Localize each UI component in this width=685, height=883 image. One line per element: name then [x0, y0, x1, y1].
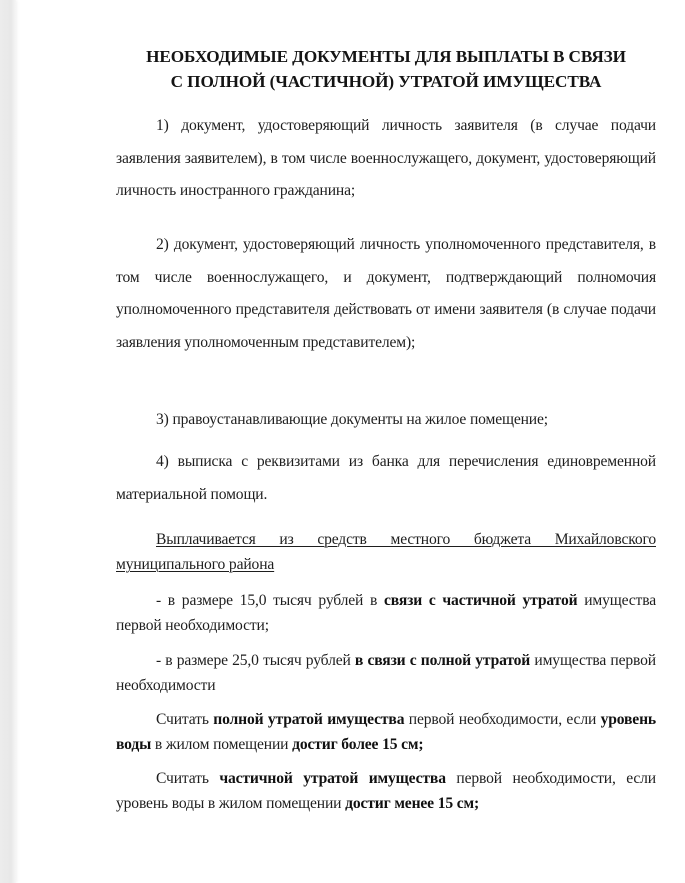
list-item-number: 1): [156, 117, 169, 134]
criterion-text: Считать: [156, 711, 214, 728]
list-item-4: [116, 446, 656, 511]
criterion-full-loss: [116, 707, 656, 757]
payment-emphasis: связи с частичной утратой: [384, 592, 578, 609]
payment-emphasis: в связи с полной утратой: [354, 652, 531, 669]
criterion-text: первой необходимости, если: [404, 711, 601, 728]
criterion-text: Считать: [156, 770, 220, 787]
title-line-2: С ПОЛНОЙ (ЧАСТИЧНОЙ) УТРАТОЙ ИМУЩЕСТВА: [170, 72, 602, 91]
list-item-2: [116, 229, 656, 359]
criterion-partial-loss: [116, 766, 656, 816]
payment-prefix: - в размере 25,0 тысяч рублей: [156, 652, 355, 669]
criterion-text: в жилом помещении: [151, 736, 293, 753]
list-item-3: [116, 404, 656, 437]
list-item-1: [116, 110, 656, 208]
list-item-text: документ, удостоверяющий личность заявителя (в случае подачи заявления заявителем), в том числе военнослужащего, документ, удостоверяющий личность иностранного гражданина;: [116, 117, 656, 199]
payment-suffix: имущества первой необходимости;: [116, 592, 656, 634]
list-item-text: документ, удостоверяющий личность уполномоченного представителя, в том числе военнослужащего, и документ, подтверждающий полномочия уполномоченного представителя действовать от имени заявителя (в случае подачи заявления уполномоченным представителем);: [116, 236, 656, 351]
list-item-number: 2): [156, 236, 169, 253]
left-edge-strip: [0, 0, 16, 883]
title-line-1: НЕОБХОДИМЫЕ ДОКУМЕНТЫ ДЛЯ ВЫПЛАТЫ В СВЯЗИ: [146, 47, 626, 66]
criterion-emphasis: достиг более 15 см;: [292, 736, 424, 753]
list-item-text: выписка с реквизитами из банка для перечисления единовременной материальной помощи.: [116, 453, 657, 503]
payment-partial: [116, 588, 656, 638]
payment-prefix: - в размере 15,0 тысяч рублей в: [156, 592, 385, 609]
funding-note: [116, 527, 656, 577]
list-item-number: 4): [156, 453, 169, 470]
criterion-emphasis: полной утратой имущества: [213, 711, 405, 728]
criterion-emphasis: частичной утратой имущества: [219, 770, 446, 787]
document-title: [116, 44, 656, 94]
payment-suffix: имущества первой необходимости: [116, 652, 656, 694]
funding-note-text: Выплачивается из средств местного бюджета Михайловского муниципального района: [116, 531, 656, 573]
criterion-emphasis: уровень воды: [116, 711, 657, 753]
criterion-text: первой необходимости, если уровень воды в жилом помещении: [116, 770, 657, 812]
payment-full: [116, 648, 656, 698]
list-item-text: правоустанавливающие документы на жилое помещение;: [172, 411, 548, 428]
criterion-emphasis: достиг менее 15 см;: [345, 795, 480, 812]
list-item-number: 3): [156, 411, 169, 428]
